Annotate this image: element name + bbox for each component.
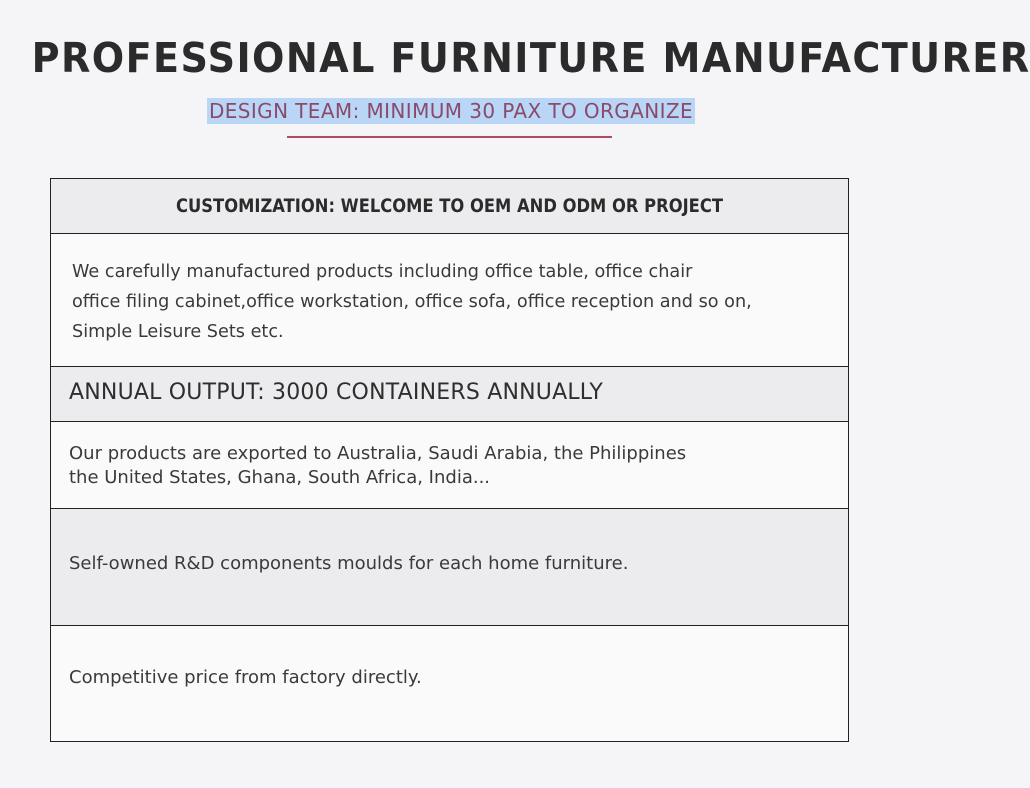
export-row: [51, 422, 848, 509]
export-line: Our products are exported to Australia, Saudi Arabia, the Philippines: [69, 443, 687, 464]
output-row: [51, 367, 848, 422]
info-table: [50, 178, 849, 742]
price-row: [51, 626, 848, 741]
page-title: PROFESSIONAL FURNITURE MANUFACTURER: [31, 34, 1030, 82]
products-text: [72, 257, 832, 347]
customization-heading: CUSTOMIZATION: WELCOME TO OEM AND ODM OR PROJECT: [176, 195, 723, 217]
output-heading: ANNUAL OUTPUT: 3000 CONTAINERS ANNUALLY: [69, 380, 603, 405]
products-row: [51, 234, 848, 367]
products-line: office filing cabinet,office workstation, office sofa, office reception and so on,: [72, 291, 752, 312]
customization-row: [51, 179, 848, 234]
subtitle-underline: [287, 136, 612, 138]
export-line: the United States, Ghana, South Africa, India...: [69, 467, 491, 488]
products-line: We carefully manufactured products including office table, office chair: [72, 261, 693, 282]
moulds-row: [51, 509, 848, 626]
subtitle-container: [0, 98, 902, 124]
export-text: [69, 442, 832, 490]
price-text: Competitive price from factory directly.: [69, 667, 422, 688]
products-line: Simple Leisure Sets etc.: [72, 321, 284, 342]
moulds-text: Self-owned R&D components moulds for each home furniture.: [69, 553, 629, 574]
page-subtitle: DESIGN TEAM: MINIMUM 30 PAX TO ORGANIZE: [208, 99, 694, 123]
